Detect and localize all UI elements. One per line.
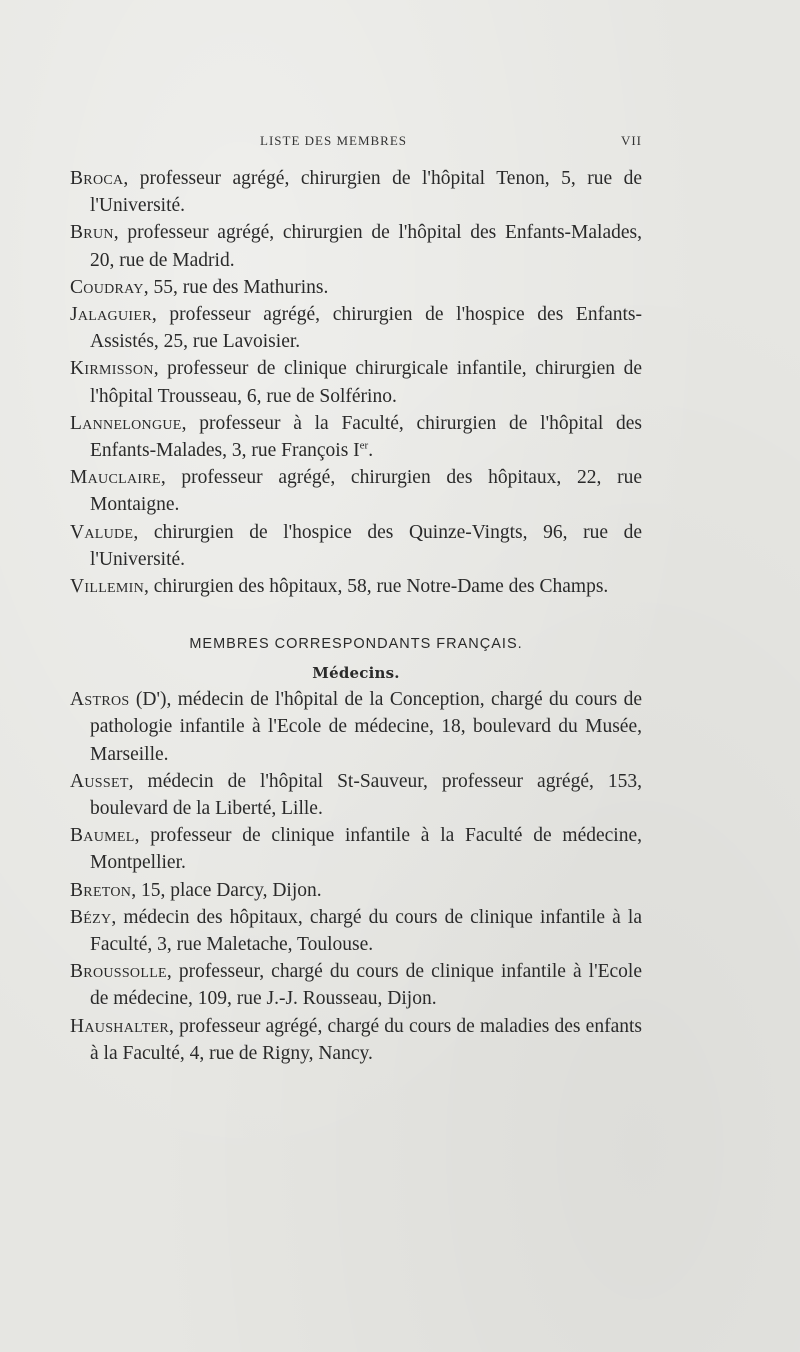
member-name: Broca [70,168,124,189]
member-name: Mauclaire [70,467,161,489]
member-details: , professeur agrégé, chargé du cours de maladies des enfants à la Faculté, 4, rue de Rigny, Nancy. [90,1015,642,1064]
member-entry [70,519,642,573]
member-entry [70,301,642,355]
member-details: , médecin des hôpitaux, chargé du cours de clinique infantile à la Faculté, 3, rue Maletache, Toulouse. [90,906,642,956]
member-details: , professeur agrégé, chirurgien des hôpitaux, 22, rue Montaigne. [90,467,642,516]
member-name: Brun [70,222,114,244]
member-name: Lannelongue [70,412,182,434]
member-name: Broussolle [70,961,167,983]
member-name: Ausset [70,770,129,792]
member-details: , 55, rue des Mathurins. [143,276,329,298]
member-entry [70,464,642,518]
member-name: Baumel [70,825,135,847]
running-title: LISTE DES MEMBRES [260,133,408,148]
member-details: , chirurgien des hôpitaux, 58, rue Notre-Dame des Champs. [144,576,609,598]
member-details: , chirurgien de l'hospice des Quinze-Vingts, 96, rue de l'Université. [90,521,642,570]
member-entry [70,274,642,301]
member-name: Haushalter [70,1015,170,1037]
member-name: Jalaguier [70,304,152,326]
member-details: , 15, place Darcy, Dijon. [131,879,322,901]
running-head [70,133,642,155]
member-details: , professeur agrégé, chirurgien de l'hospice des Enfants-Assistés, 25, rue Lavoisier. [90,304,642,353]
member-details: , professeur agrégé, chirurgien de l'hôpital Tenon, 5, rue de l'Université. [90,168,642,217]
text-block [70,165,642,1067]
member-entry [70,573,642,600]
member-details: , professeur de clinique infantile à la Faculté de médecine, Montpellier. [90,825,642,874]
member-details: , professeur agrégé, chirurgien de l'hôpital des Enfants-Malades, 20, rue de Madrid. [90,222,642,271]
member-entry [70,355,642,409]
section-heading: MEMBRES CORRESPONDANTS FRANÇAIS. [189,636,523,653]
member-details: , médecin de l'hôpital St-Sauveur, professeur agrégé, 153, boulevard de la Liberté, Lille. [90,770,642,820]
correspondent-entry [70,686,642,768]
member-name: Kirmisson [70,358,154,380]
member-name: Astros [70,689,130,711]
member-entry [70,165,642,219]
member-details-end: . [368,440,374,462]
superscript: er [359,439,369,452]
member-details: , professeur de clinique chirurgicale infantile, chirurgien de l'hôpital Trousseau, 6, rue de Solférino. [90,358,642,407]
correspondent-entry [70,904,642,958]
correspondent-entry [70,877,642,904]
member-name: Valude [70,521,134,543]
correspondent-entry [70,768,642,822]
member-name: Bézy [70,906,112,928]
correspondent-entry [70,1013,642,1067]
page-number: VII [620,133,642,148]
correspondent-entry [70,958,642,1012]
member-name: Breton [70,879,132,901]
member-details: , professeur, chargé du cours de clinique infantile à l'Ecole de médecine, 109, rue J.-J. Rousseau, Dijon. [90,961,642,1010]
member-details: (D'), médecin de l'hôpital de la Conception, chargé du cours de pathologie infantile à l'Ecole de médecine, 18, boulevard du Musée, Marseille. [90,689,642,765]
member-entry [70,219,642,273]
member-name: Villemin [70,576,145,598]
member-name: Coudray [70,276,144,298]
correspondent-entry [70,822,642,876]
member-entry [70,410,642,464]
member-details: , professeur à la Faculté, chirurgien de l'hôpital des Enfants-Malades, 3, rue François I [90,412,642,462]
section-subheading: Médecins. [312,664,400,683]
